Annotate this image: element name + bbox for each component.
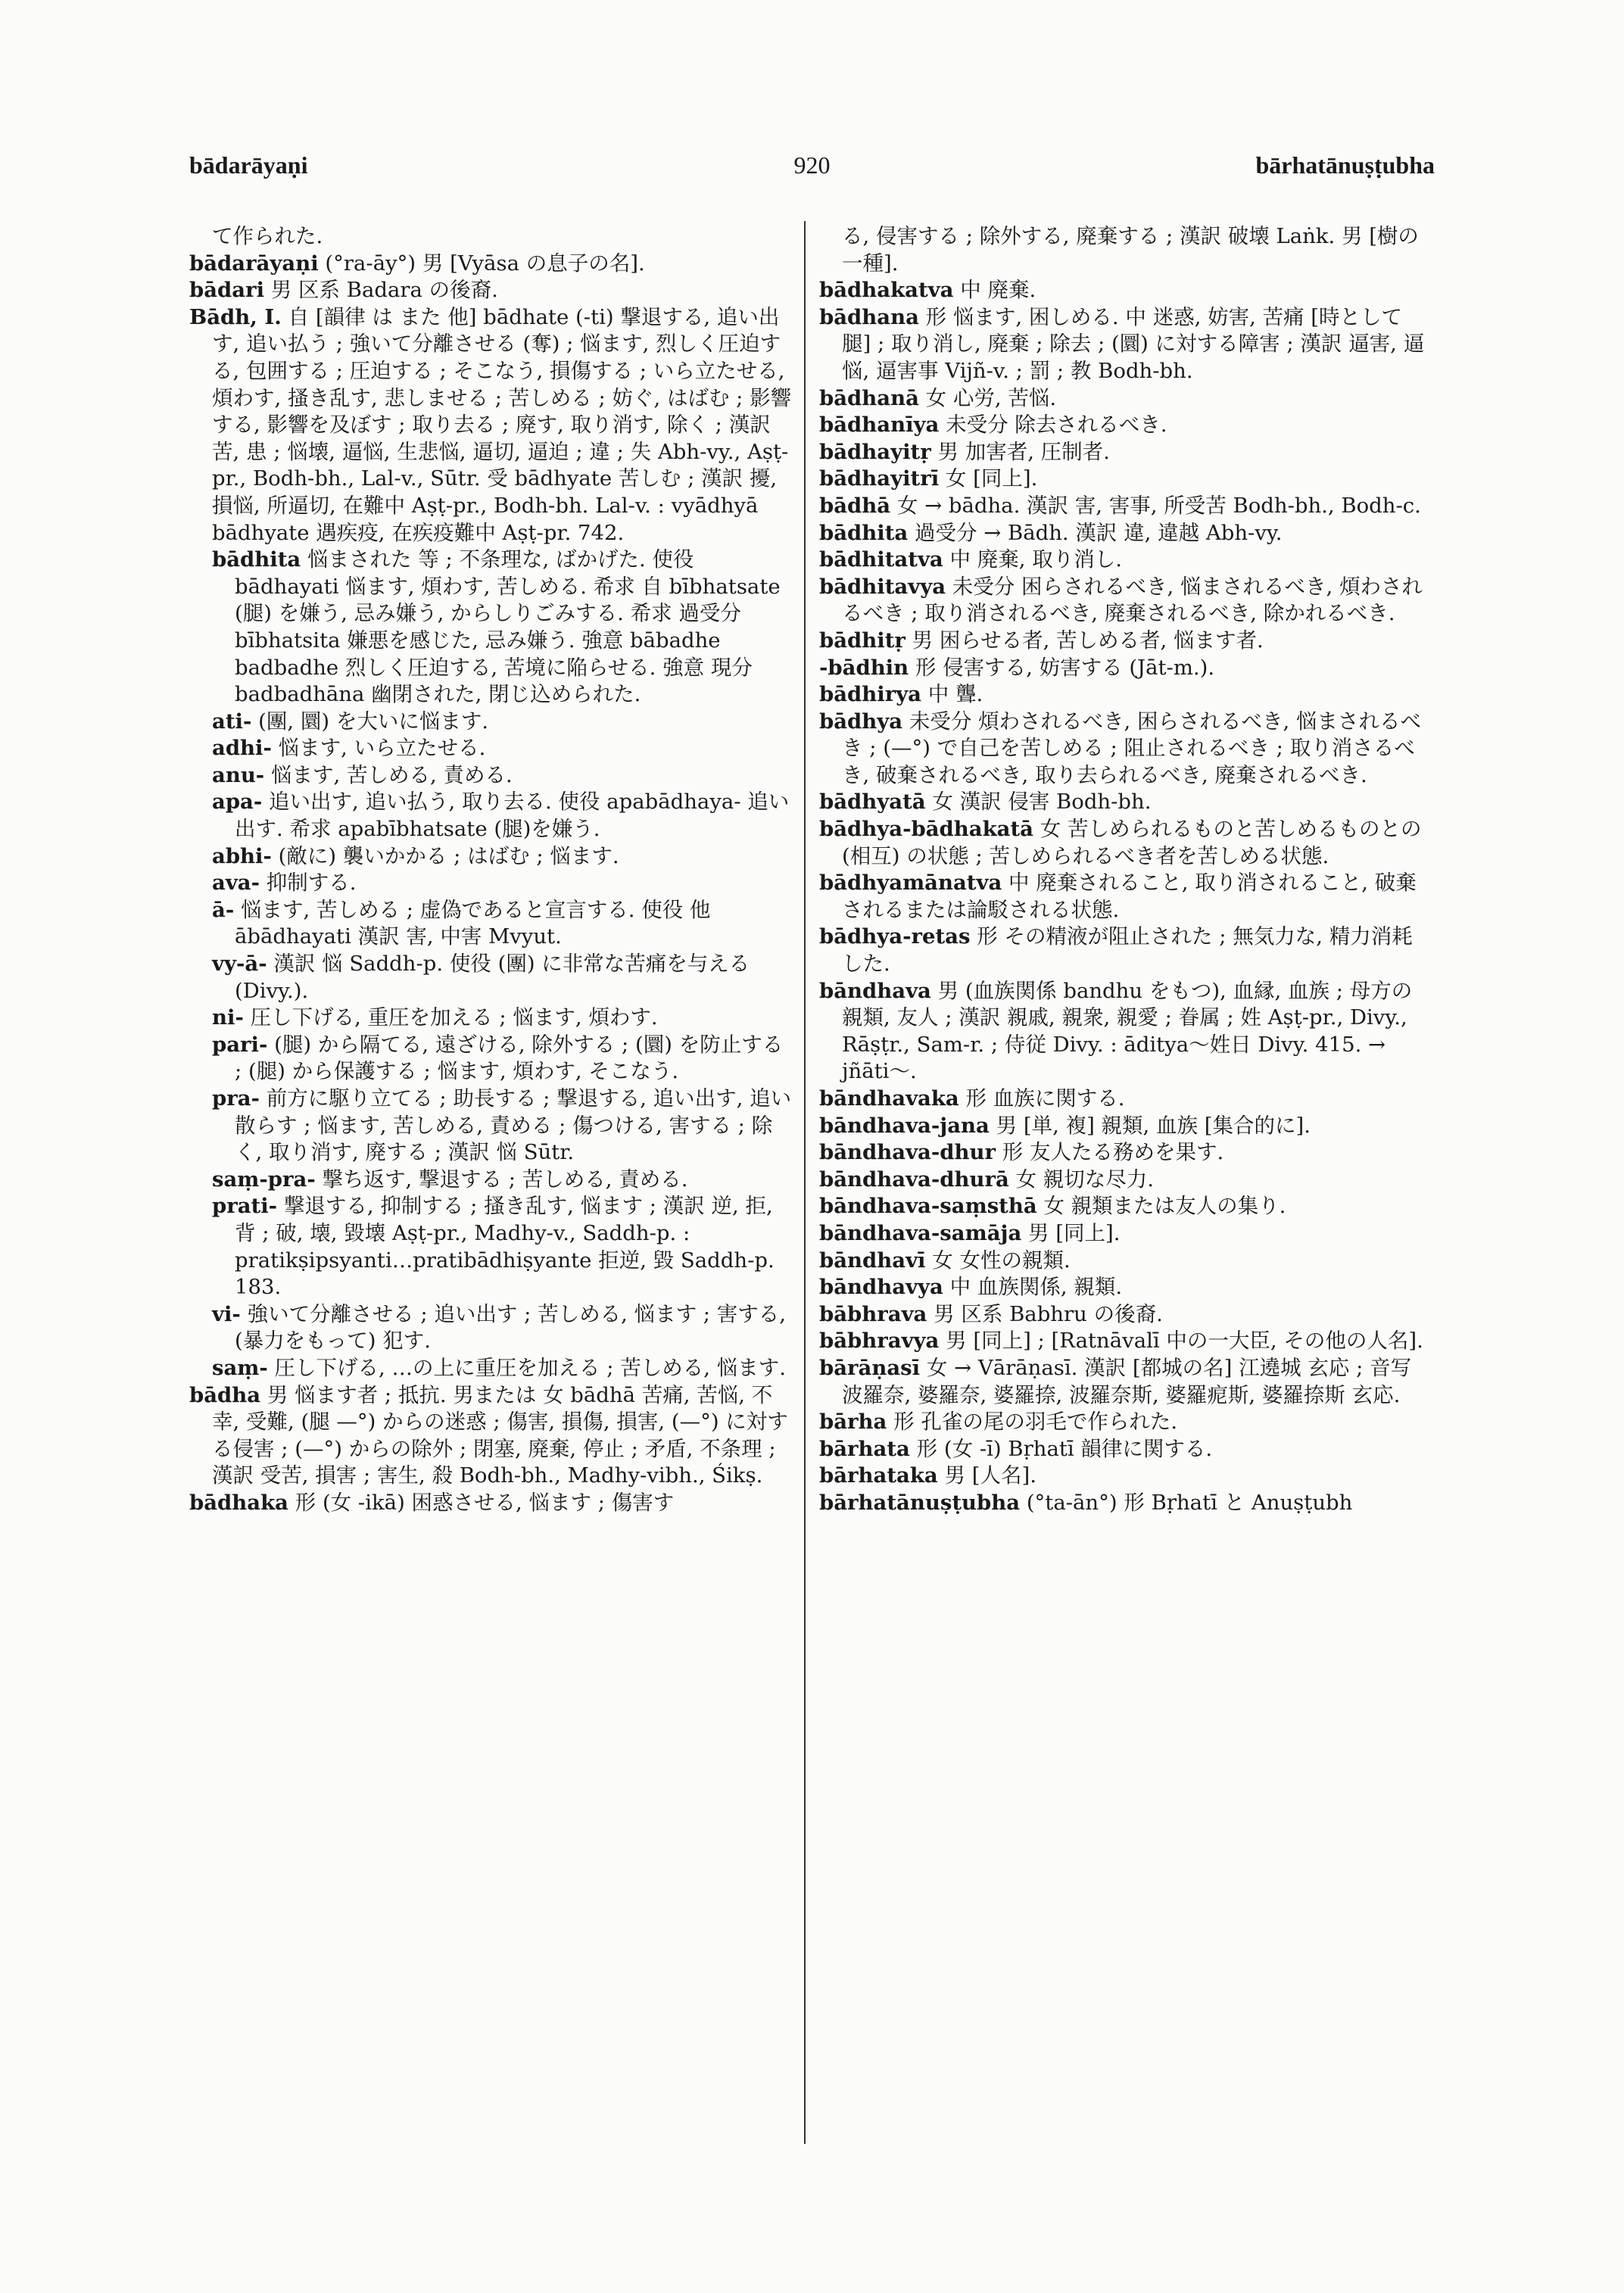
definition-text: (敵に) 襲いかかる ; はばむ ; 悩ます.: [271, 843, 619, 868]
dictionary-entry: [819, 304, 1432, 385]
dictionary-entry: [819, 870, 1432, 924]
definition-text: (腿) から隔てる, 遠ざける, 除外する ; (圜) を防止する ; (腿) から保護する ; 悩ます, 煩わす, そこなう.: [235, 1032, 784, 1084]
dictionary-entry: [819, 1436, 1432, 1463]
definition-text: 女 親類または友人の集り.: [1036, 1194, 1286, 1219]
continued-text: [819, 223, 1432, 277]
header-right-word: bārhatānuṣṭubha: [1255, 151, 1435, 179]
definition-text: 中 廃棄, 取り消し.: [943, 547, 1122, 572]
dictionary-entry: [189, 1490, 795, 1517]
dictionary-entry: [819, 816, 1432, 870]
sub-entry: [189, 1005, 795, 1032]
definition-text: 男 加害者, 圧制者.: [930, 439, 1110, 464]
definition-text: 前方に駆り立てる ; 助長する ; 撃退する, 追い出す, 追い散らす ; 悩ます, 苦しめる, 責める ; 傷つける, 害する ; 除く, 取り消す, 廃する ; 漢訳 悩 Sūtr.: [235, 1086, 792, 1165]
sub-entry: [189, 1301, 795, 1355]
definition-text: 未受分 除去されるべき.: [939, 413, 1167, 438]
dictionary-entry: [819, 1248, 1432, 1275]
sub-entry: [189, 1032, 795, 1086]
dictionary-entry: [819, 655, 1432, 682]
dictionary-entry: [819, 1409, 1432, 1436]
definition-text: (°ra-āy°) 男 [Vyāsa の息子の名].: [318, 251, 645, 276]
sub-entry: [189, 1167, 795, 1194]
dictionary-entry: [819, 439, 1432, 466]
headword: bādari: [189, 278, 265, 303]
headword: bādhitatva: [819, 547, 943, 572]
definition-text: 強いて分離させる ; 追い出す ; 苦しめる, 悩ます ; 害する, (暴力をもって) 犯す.: [235, 1301, 787, 1354]
headword: bārhata: [819, 1436, 910, 1461]
headword: bādarāyaṇi: [189, 251, 319, 276]
headword: bārāṇasī: [819, 1355, 921, 1380]
definition-text: 形 (女 -ī) Bṛhatī 韻律に関する.: [909, 1436, 1213, 1461]
definition-text: (°ta-ān°) 形 Bṛhatī と Anuṣṭubh: [1020, 1490, 1353, 1515]
definition-text: 女 漢訳 侵害 Bodh-bh.: [925, 790, 1152, 815]
headword: bādhirya: [819, 682, 922, 707]
definition-text: て作られた.: [212, 224, 323, 248]
headword: bādha: [189, 1382, 261, 1407]
sub-entry: [189, 1355, 795, 1382]
definition-text: 中 廃棄されること, 取り消されること, 破棄されるまたは論駁される状態.: [842, 871, 1417, 922]
headword: apa-: [212, 790, 263, 815]
headword: bāndhava-dhur: [819, 1140, 996, 1165]
headword: adhi-: [212, 736, 272, 761]
left-column: [189, 223, 795, 1517]
dictionary-entry: [819, 1113, 1432, 1140]
definition-text: 悩ます, 苦しめる, 責める.: [264, 762, 513, 787]
dictionary-entry: [819, 1463, 1432, 1490]
headword: bārhatānuṣṭubha: [819, 1490, 1021, 1515]
sub-entry: [189, 547, 795, 709]
headword: bādhitṛ: [819, 628, 906, 653]
dictionary-entry: [819, 628, 1432, 655]
dictionary-entry: [819, 547, 1432, 574]
definition-text: 悩ます, 苦しめる ; 虚偽であると宣言する. 使役 他 ābādhayati 漢訳 害, 中害 Mvyut.: [234, 897, 711, 949]
dictionary-entry: [819, 978, 1432, 1086]
definition-text: 男 区系 Badara の後裔.: [264, 278, 498, 303]
headword: bādhayitṛ: [819, 439, 931, 464]
running-header: [189, 151, 1435, 189]
dictionary-entry: [819, 1328, 1432, 1355]
sub-entry: [189, 1086, 795, 1167]
sub-entry: [189, 843, 795, 871]
definition-text: 中 聾.: [921, 682, 983, 707]
definition-text: 男 [人名].: [937, 1463, 1036, 1488]
headword: bāndhava-dhurā: [819, 1167, 1009, 1192]
headword: pra-: [212, 1086, 260, 1111]
dictionary-entry: [819, 466, 1432, 493]
dictionary-entry: [189, 277, 795, 304]
dictionary-entry: [819, 1301, 1432, 1329]
definition-text: 圧し下げる, 重圧を加える ; 悩ます, 煩わす.: [243, 1005, 658, 1030]
headword: bādhana: [819, 304, 919, 329]
definition-text: 女 [同上].: [939, 466, 1038, 491]
headword: Bādh, I.: [189, 304, 282, 329]
definition-text: 形 孔雀の尾の羽毛で作られた.: [887, 1410, 1178, 1435]
definition-text: 女 苦しめられるものと苦しめるものとの(相互) の状態 ; 苦しめられるべき者を苦しめる状態.: [842, 817, 1422, 868]
headword: bābhravya: [819, 1329, 940, 1354]
dictionary-entry: [819, 1139, 1432, 1167]
dictionary-entry: [189, 1382, 795, 1490]
definition-text: 中 廃棄.: [953, 278, 1036, 303]
headword: ni-: [212, 1005, 244, 1030]
headword: bādhita: [212, 547, 301, 572]
sub-entry: [189, 897, 795, 951]
dictionary-entry: [819, 385, 1432, 413]
dictionary-entry: [819, 1355, 1432, 1409]
headword: bādhya-retas: [819, 924, 971, 949]
headword: ava-: [212, 871, 260, 896]
definition-text: 女 心労, 苦悩.: [918, 385, 1057, 410]
dictionary-entry: [819, 412, 1432, 439]
headword: bāndhavaka: [819, 1086, 959, 1111]
sub-entry: [189, 709, 795, 736]
headword: bābhrava: [819, 1301, 927, 1326]
definition-text: 未受分 煩わされるべき, 困らされるべき, 悩まされるべき ; (—°) で自己を苦しめる ; 阻止されるべき ; 取り消さるべき, 破棄されるべき, 取り去られるべき, 廃棄されるべき.: [842, 709, 1422, 787]
dictionary-entry: [819, 493, 1432, 520]
dictionary-entry: [819, 1167, 1432, 1194]
definition-text: 自 [韻律 は また 他] bādhate (-ti) 撃退する, 追い出す, 追い払う ; 強いて分離させる (奪) ; 悩ます, 烈しく圧迫する, 包囲する ; 圧迫する ; そこなう, 損傷する ; いら立たせる, 煩わす, 搔き乱す, 悲しませる ; 苦しめる ; 妨ぐ, はばむ ; 影響する, 影響を及ぼす ; 取り去る ; 廃す, 取り消す, 除く ; 漢訳 苦, 患 ; 悩壊, 逼悩, 生悲悩, 逼切, 逼迫 ; 違 ; 失 Abh-vy., Aṣṭ-pr., Bodh-bh., Lal-v., Sūtr. 受 bādhyate 苦しむ ; 漢訳 擾, 損悩, 所逼切, 在難中 Aṣṭ-pr., Bodh-bh. Lal-v. : vyādhyā bādhyate 遇疾疫, 在疾疫難中 Aṣṭ-pr. 742.: [212, 304, 792, 545]
headword: bādhaka: [189, 1490, 288, 1515]
headword: bāndhava: [819, 978, 931, 1003]
headword: ati-: [212, 709, 252, 734]
dictionary-entry: [819, 574, 1432, 628]
definition-text: 悩ます, いら立たせる.: [271, 736, 486, 761]
dictionary-entry: [819, 1193, 1432, 1220]
headword: bārhataka: [819, 1463, 938, 1488]
headword: bādhakatva: [819, 278, 954, 303]
definition-text: 男 悩ます者 ; 抵抗. 男または 女 bādhā 苦痛, 苦悩, 不幸, 受難, (腿 —°) からの迷惑 ; 傷害, 損傷, 損害, (—°) に対する侵害 ; (—°) からの除外 ; 閉塞, 廃棄, 停止 ; 矛盾, 不条理 ; 漢訳 受苦, 損害 ; 害生, 殺 Bodh-bh., Madhy-vibh., Śikṣ.: [212, 1382, 788, 1488]
definition-text: 形 (女 -ikā) 困惑させる, 悩ます ; 傷害す: [288, 1490, 675, 1515]
header-left-word: bādarāyaṇi: [189, 151, 308, 179]
definition-text: 男 (血族関係 bandhu をもつ), 血縁, 血族 ; 母方の親類, 友人 ; 漢訳 親戚, 親衆, 親愛 ; 眷属 ; 姓 Aṣṭ-pr., Divy., Rāṣṭr., Sam-r. ; 侍従 Divy. : āditya〜姓日 Divy. 415. → jñāti〜.: [842, 978, 1413, 1084]
sub-entry: [189, 789, 795, 843]
definition-text: 女 → bādha. 漢訳 害, 害事, 所受苦 Bodh-bh., Bodh-c.: [890, 493, 1421, 518]
definition-text: 男 困らせる者, 苦しめる者, 悩ます者.: [905, 628, 1264, 653]
headword: abhi-: [212, 843, 272, 868]
definition-text: 撃ち返す, 撃退する ; 苦しめる, 責める.: [315, 1167, 688, 1192]
definition-text: 未受分 困らされるべき, 悩まされるべき, 煩わされるべき ; 取り消されるべき, 廃棄されるべき, 除かれるべき.: [842, 574, 1423, 626]
definition-text: 女 → Vārāṇasī. 漢訳 [都城の名] 江遶城 玄応 ; 音写 波羅奈, 婆羅奈, 婆羅捺, 波羅奈斯, 婆羅痆斯, 婆羅捺斯 玄応.: [842, 1355, 1412, 1407]
definition-text: 形 友人たる務めを果す.: [996, 1140, 1224, 1165]
headword: pari-: [212, 1032, 268, 1057]
headword: bārha: [819, 1410, 887, 1435]
right-column: [819, 223, 1432, 1517]
definition-text: 男 [単, 複] 親類, 血族 [集合的に].: [989, 1113, 1311, 1138]
definition-text: 悩まされた 等 ; 不条理な, ばかげた. 使役 bādhayati 悩ます, 煩わす, 苦しめる. 希求 自 bībhatsate (腿) を嫌う, 忌み嫌う, からしりごみする. 希求 過受分 bībhatsita 嫌悪を感じた, 忌み嫌う. 強意 bābadhe badbadhe 烈しく圧迫する, 苦境に陥らせる. 強意 現分 badbadhāna 幽閉された, 閉じ込められた.: [235, 547, 781, 707]
headword: bāndhavī: [819, 1248, 926, 1273]
headword: bādhya-bādhakatā: [819, 817, 1033, 842]
sub-entry: [189, 1193, 795, 1301]
definition-text: 男 [同上] ; [Ratnāvalī 中の一大臣, その他の人名].: [939, 1329, 1423, 1354]
headword: bādhyatā: [819, 790, 926, 815]
definition-text: 形 悩ます, 困しめる. 中 迷惑, 妨害, 苦痛 [時として 腿] ; 取り消し, 廃棄 ; 除去 ; (圜) に対する障害 ; 漢訳 逼害, 逼悩, 逼害事 Vijñ-v. ; 罰 ; 教 Bodh-bh.: [842, 304, 1425, 383]
definition-text: る, 侵害する ; 除外する, 廃棄する ; 漢訳 破壊 Laṅk. 男 [樹の一種].: [842, 224, 1419, 276]
dictionary-entry: [819, 277, 1432, 304]
definition-text: 形 血族に関する.: [959, 1086, 1125, 1111]
definition-text: 形 その精液が阻止された ; 無気力な, 精力消耗した.: [842, 924, 1413, 977]
sub-entry: [189, 951, 795, 1005]
definition-text: 男 区系 Babhru の後裔.: [927, 1301, 1163, 1326]
dictionary-entry: [819, 789, 1432, 816]
headword: bādhita: [819, 520, 909, 545]
headword: vy-ā-: [212, 952, 267, 977]
definition-text: 過受分 → Bādh. 漢訳 違, 違越 Abh-vy.: [908, 520, 1283, 545]
dictionary-entry: [819, 1274, 1432, 1301]
definition-text: 男 [同上].: [1021, 1220, 1121, 1245]
headword: bāndhava-jana: [819, 1113, 990, 1138]
headword: bādhitavya: [819, 574, 946, 599]
definition-text: 中 血族関係, 親類.: [943, 1275, 1123, 1300]
dictionary-entry: [189, 304, 795, 547]
dictionary-entry: [819, 1086, 1432, 1113]
dictionary-entry: [819, 1220, 1432, 1248]
headword: bāndhava-samāja: [819, 1220, 1022, 1245]
headword: saṃ-pra-: [212, 1167, 316, 1192]
headword: prati-: [212, 1194, 278, 1219]
definition-text: 圧し下げる, …の上に重圧を加える ; 苦しめる, 悩ます.: [267, 1355, 787, 1380]
headword: bādhanā: [819, 385, 919, 410]
definition-text: 追い出す, 追い払う, 取り去る. 使役 apabādhaya- 追い出す. 希求 apabībhatsate (腿)を嫌う.: [235, 790, 790, 842]
headword: bādhanīya: [819, 413, 940, 438]
dictionary-entry: [819, 520, 1432, 547]
dictionary-entry: [819, 709, 1432, 790]
headword: bāndhava-saṃsthā: [819, 1194, 1037, 1219]
headword: bādhā: [819, 493, 891, 518]
definition-text: 女 親切な尽力.: [1008, 1167, 1155, 1192]
dictionary-entry: [819, 681, 1432, 709]
definition-text: (團, 圜) を大いに悩ます.: [251, 709, 489, 734]
definition-text: 漢訳 悩 Saddh-p. 使役 (團) に非常な苦痛を与える (Divy.).: [235, 952, 750, 1003]
sub-entry: [189, 762, 795, 790]
dictionary-entry: [819, 1490, 1432, 1517]
headword: saṃ-: [212, 1355, 268, 1380]
headword: -bādhin: [819, 655, 909, 680]
headword: bādhyamānatva: [819, 871, 1002, 896]
sub-entry: [189, 870, 795, 897]
definition-text: 撃退する, 抑制する ; 搔き乱す, 悩ます ; 漢訳 逆, 拒, 背 ; 破, 壊, 毀壊 Aṣṭ-pr., Madhy-v., Saddh-p. : pratikṣipsyanti…pratibādhiṣyante 拒逆, 毀 Saddh-p. 183.: [235, 1194, 775, 1300]
headword: bādhayitrī: [819, 466, 940, 491]
continued-text: [189, 223, 795, 251]
page-number: 920: [793, 151, 831, 179]
headword: anu-: [212, 762, 265, 787]
definition-text: 形 侵害する, 妨害する (Jāt-m.).: [909, 655, 1215, 680]
definition-text: 抑制する.: [260, 871, 357, 896]
definition-text: 女 女性の親類.: [925, 1248, 1071, 1273]
column-divider: [804, 221, 806, 2144]
sub-entry: [189, 735, 795, 762]
headword: bāndhavya: [819, 1275, 943, 1300]
dictionary-entry: [189, 251, 795, 278]
headword: vi-: [212, 1301, 241, 1326]
headword: ā-: [212, 897, 235, 922]
headword: bādhya: [819, 709, 903, 734]
dictionary-entry: [819, 924, 1432, 977]
